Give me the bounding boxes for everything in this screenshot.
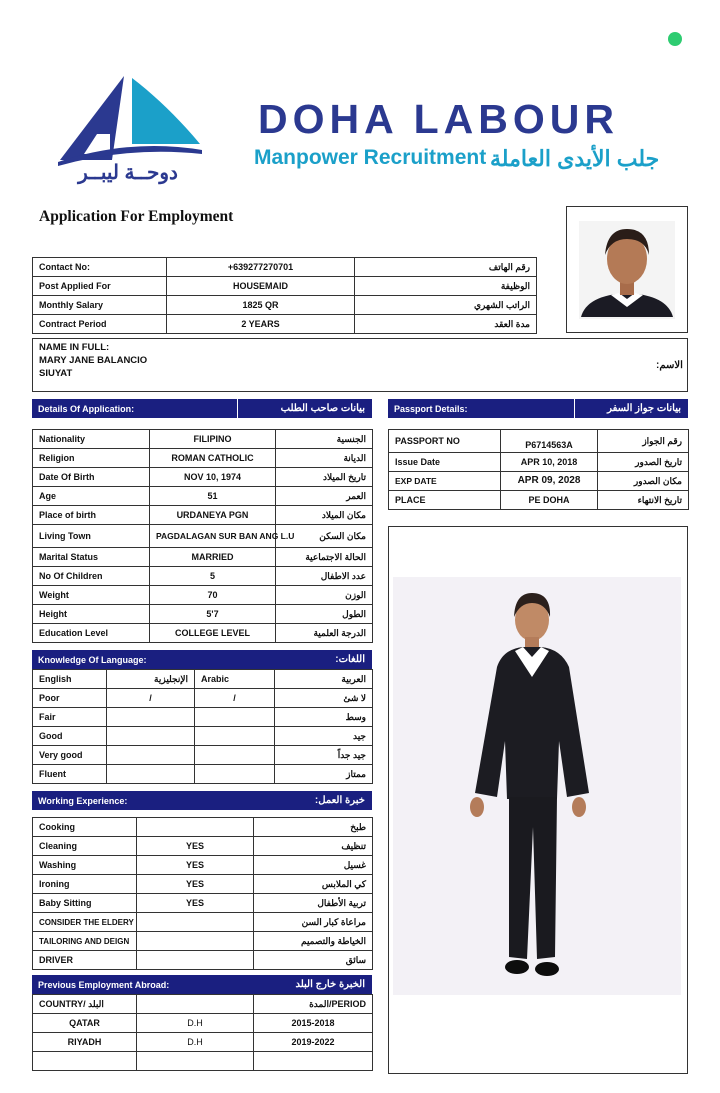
detail-label-ar: مكان السكن	[276, 525, 373, 548]
table-row	[33, 708, 373, 727]
table-row	[33, 837, 373, 856]
skill-label-ar: سائق	[254, 951, 373, 970]
contact-row	[33, 296, 537, 315]
header-divider	[574, 399, 575, 418]
detail-label-ar: الوزن	[276, 586, 373, 605]
language-header-label-ar: اللغات:	[335, 654, 365, 665]
detail-label: Education Level	[33, 624, 150, 643]
table-row	[389, 430, 689, 453]
skill-label-ar: طبخ	[254, 818, 373, 837]
previous-employment-header-label: Previous Employment Abroad:	[38, 980, 170, 990]
skill-value: YES	[137, 856, 254, 875]
passport-label: Issue Date	[389, 453, 501, 472]
contact-label-ar: الوظيفة	[355, 277, 537, 296]
detail-label-ar: الطول	[276, 605, 373, 624]
table-row	[33, 765, 373, 784]
detail-value: ROMAN CATHOLIC	[150, 449, 276, 468]
table-row	[33, 995, 373, 1014]
contact-row	[33, 258, 537, 277]
skill-label: TAILORING AND DEIGN	[33, 932, 137, 951]
previous-period: 2019-2022	[254, 1033, 373, 1052]
language-english-mark	[107, 727, 195, 746]
detail-label-ar: تاريخ الميلاد	[276, 468, 373, 487]
contact-row	[33, 315, 537, 334]
passport-value: P6714563A	[501, 430, 598, 453]
contact-label: Post Applied For	[33, 277, 167, 296]
header-divider	[237, 399, 238, 418]
table-row	[33, 567, 373, 586]
detail-label: Religion	[33, 449, 150, 468]
detail-label-ar: مكان الميلاد	[276, 506, 373, 525]
passport-table	[388, 429, 689, 510]
language-level-ar: ممتاز	[275, 765, 373, 784]
table-row	[33, 506, 373, 525]
passport-header-label: Passport Details:	[394, 404, 468, 414]
table-row	[33, 670, 373, 689]
skill-value: YES	[137, 894, 254, 913]
table-row	[33, 449, 373, 468]
skill-label: Cooking	[33, 818, 137, 837]
table-row	[389, 472, 689, 491]
full-name-label-ar: الاسم:	[656, 360, 683, 371]
table-row	[33, 1052, 373, 1071]
experience-header-label-ar: خبرة العمل:	[314, 795, 365, 806]
language-level-ar: لا شئ	[275, 689, 373, 708]
detail-value: URDANEYA PGN	[150, 506, 276, 525]
contact-label-ar: مدة العقد	[355, 315, 537, 334]
brand-name: DOHA LABOUR	[258, 96, 619, 142]
passport-label: PASSPORT NO	[389, 430, 501, 453]
detail-label: Living Town	[33, 525, 150, 548]
table-row	[33, 430, 373, 449]
skill-label: Baby Sitting	[33, 894, 137, 913]
language-header	[32, 650, 372, 669]
brand-subtitle: Manpower Recruitment	[254, 146, 487, 169]
contact-label: Contact No:	[33, 258, 167, 277]
previous-employment-table	[32, 994, 373, 1071]
passport-value: APR 09, 2028	[501, 472, 598, 491]
previous-col-blank	[137, 995, 254, 1014]
language-col-arabic-ar: العربية	[275, 670, 373, 689]
table-row	[389, 491, 689, 510]
language-arabic-mark	[195, 708, 275, 727]
table-row	[33, 525, 373, 548]
table-row	[33, 624, 373, 643]
contact-value: 1825 QR	[167, 296, 355, 315]
table-row	[33, 932, 373, 951]
contact-value: +639277270701	[167, 258, 355, 277]
table-row	[33, 913, 373, 932]
detail-label: Marital Status	[33, 548, 150, 567]
skill-value	[137, 951, 254, 970]
language-level: Very good	[33, 746, 107, 765]
language-level: Good	[33, 727, 107, 746]
previous-country: QATAR	[33, 1014, 137, 1033]
detail-value: COLLEGE LEVEL	[150, 624, 276, 643]
detail-value: 5'7	[150, 605, 276, 624]
detail-value: MARRIED	[150, 548, 276, 567]
language-arabic-mark	[195, 765, 275, 784]
skill-value: YES	[137, 875, 254, 894]
table-row	[33, 1033, 373, 1052]
table-row	[389, 453, 689, 472]
skill-label-ar: مراعاة كبار السن	[254, 913, 373, 932]
contact-row	[33, 277, 537, 296]
detail-label-ar: عدد الاطفال	[276, 567, 373, 586]
document-title: Application For Employment	[39, 208, 234, 225]
table-row	[33, 548, 373, 567]
language-col-english: English	[33, 670, 107, 689]
detail-label: Date Of Birth	[33, 468, 150, 487]
language-english-mark: /	[107, 689, 195, 708]
previous-period: 2015-2018	[254, 1014, 373, 1033]
skill-label-ar: الخياطة والتصميم	[254, 932, 373, 951]
language-arabic-mark	[195, 746, 275, 765]
previous-employment-header-label-ar: الخبرة خارج البلد	[295, 979, 365, 990]
language-english-mark	[107, 746, 195, 765]
detail-value: PAGDALAGAN SUR BAN ANG L.U	[150, 525, 276, 548]
table-row	[33, 689, 373, 708]
contact-table	[32, 257, 537, 334]
skill-label: Cleaning	[33, 837, 137, 856]
portrait-photo-frame	[566, 206, 688, 333]
passport-label: EXP DATE	[389, 472, 501, 491]
skill-label-ar: تربية الأطفال	[254, 894, 373, 913]
full-name-label: NAME IN FULL:	[39, 342, 110, 353]
passport-label-ar: تاريخ الانتهاء	[598, 491, 689, 510]
passport-value: PE DOHA	[501, 491, 598, 510]
application-header	[32, 399, 372, 418]
table-row	[33, 951, 373, 970]
table-row	[33, 605, 373, 624]
full-name-line-1: MARY JANE BALANCIO	[39, 355, 148, 366]
contact-value: HOUSEMAID	[167, 277, 355, 296]
language-header-label: Knowledge Of Language:	[38, 655, 147, 665]
detail-label-ar: الديانة	[276, 449, 373, 468]
table-row	[33, 875, 373, 894]
language-level-ar: جيد جداً	[275, 746, 373, 765]
application-header-label: Details Of Application:	[38, 404, 135, 414]
detail-value: FILIPINO	[150, 430, 276, 449]
passport-label: PLACE	[389, 491, 501, 510]
portrait-photo	[567, 207, 687, 332]
skill-label: CONSIDER THE ELDERY	[33, 913, 137, 932]
skill-value	[137, 932, 254, 951]
passport-label-ar: تاريخ الصدور	[598, 453, 689, 472]
language-arabic-mark	[195, 727, 275, 746]
skill-label: DRIVER	[33, 951, 137, 970]
contact-label: Contract Period	[33, 315, 167, 334]
language-level: Fluent	[33, 765, 107, 784]
detail-label: Height	[33, 605, 150, 624]
status-dot	[668, 32, 682, 46]
previous-position: D.H	[137, 1014, 254, 1033]
language-level: Fair	[33, 708, 107, 727]
passport-header	[388, 399, 688, 418]
language-level-ar: جيد	[275, 727, 373, 746]
contact-label: Monthly Salary	[33, 296, 167, 315]
detail-label: No Of Children	[33, 567, 150, 586]
previous-col-period: PERIOD/المدة	[254, 995, 373, 1014]
table-row	[33, 586, 373, 605]
contact-value: 2 YEARS	[167, 315, 355, 334]
skill-value	[137, 818, 254, 837]
passport-header-label-ar: بيانات جواز السفر	[607, 403, 681, 414]
skill-label: Washing	[33, 856, 137, 875]
detail-value: 51	[150, 487, 276, 506]
previous-country	[33, 1052, 137, 1071]
detail-label-ar: الدرجة العلمية	[276, 624, 373, 643]
full-name-block	[39, 341, 147, 380]
detail-value: 70	[150, 586, 276, 605]
language-level-ar: وسط	[275, 708, 373, 727]
language-table	[32, 669, 373, 784]
previous-country: RIYADH	[33, 1033, 137, 1052]
language-arabic-mark: /	[195, 689, 275, 708]
skill-label-ar: تنظيف	[254, 837, 373, 856]
table-row	[33, 856, 373, 875]
logo-arabic-text: دوحــة ليبــر	[78, 162, 178, 184]
language-col-english-ar: الإنجليزية	[107, 670, 195, 689]
contact-label-ar: رقم الهاتف	[355, 258, 537, 277]
passport-label-ar: رقم الجواز	[598, 430, 689, 453]
detail-value: NOV 10, 1974	[150, 468, 276, 487]
detail-label-ar: الجنسية	[276, 430, 373, 449]
passport-value: APR 10, 2018	[501, 453, 598, 472]
language-english-mark	[107, 708, 195, 727]
experience-header-label: Working Experience:	[38, 796, 128, 806]
application-header-label-ar: بيانات صاحب الطلب	[280, 403, 365, 414]
table-row	[33, 1014, 373, 1033]
detail-label: Nationality	[33, 430, 150, 449]
full-name-line-2: SIUYAT	[39, 368, 73, 379]
detail-label: Weight	[33, 586, 150, 605]
experience-table	[32, 817, 373, 970]
application-details-table	[32, 429, 373, 643]
full-body-photo	[389, 527, 687, 1073]
full-body-photo-frame	[388, 526, 688, 1074]
detail-label-ar: العمر	[276, 487, 373, 506]
table-row	[33, 727, 373, 746]
previous-position: D.H	[137, 1033, 254, 1052]
passport-label-ar: مكان الصدور	[598, 472, 689, 491]
table-row	[33, 468, 373, 487]
experience-header	[32, 791, 372, 810]
detail-label: Age	[33, 487, 150, 506]
table-row	[33, 746, 373, 765]
skill-label: Ironing	[33, 875, 137, 894]
skill-value: YES	[137, 837, 254, 856]
detail-label-ar: الحالة الاجتماعية	[276, 548, 373, 567]
language-col-arabic: Arabic	[195, 670, 275, 689]
brand-subtitle-arabic: جلب الأيدى العاملة	[490, 146, 660, 171]
skill-value	[137, 913, 254, 932]
doha-labour-logo-icon	[52, 74, 204, 166]
previous-period	[254, 1052, 373, 1071]
detail-value: 5	[150, 567, 276, 586]
table-row	[33, 818, 373, 837]
previous-position	[137, 1052, 254, 1071]
skill-label-ar: كي الملابس	[254, 875, 373, 894]
detail-label: Place of birth	[33, 506, 150, 525]
table-row	[33, 894, 373, 913]
previous-col-country: COUNTRY/ البلد	[33, 995, 137, 1014]
previous-employment-header	[32, 975, 372, 994]
language-level: Poor	[33, 689, 107, 708]
contact-label-ar: الراتب الشهري	[355, 296, 537, 315]
language-english-mark	[107, 765, 195, 784]
table-row	[33, 487, 373, 506]
skill-label-ar: غسيل	[254, 856, 373, 875]
